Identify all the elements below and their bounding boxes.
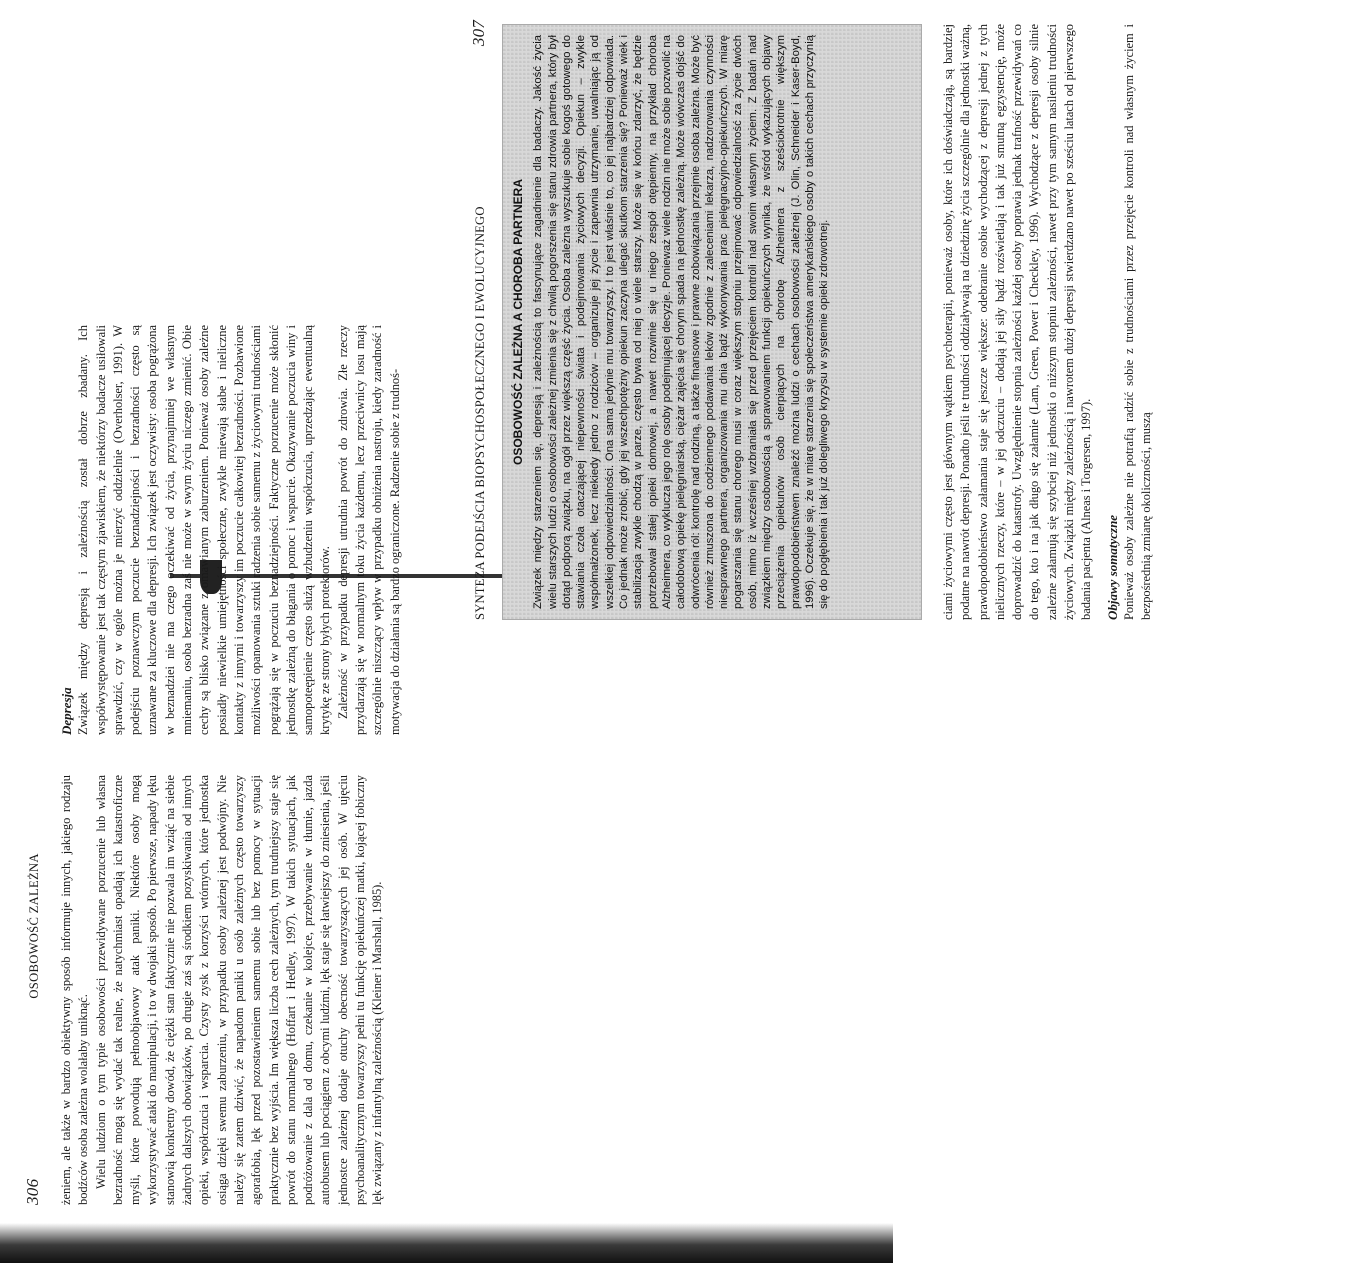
section-title-depresja: Depresja: [59, 687, 74, 735]
left-paragraph-2: Wielu ludziom o tym typie osobowości przewidywane porzucenie lub własna bezradność mogą się wydać tak realne, że natychmiast opadają ich katastroficzne myśli, które powodują pełnoobjawowy atak paniki. Niektóre osoby mogą wykorzystywać ataki do manipulacji, i to w dwojaki sposób. Po pierwsze, napady lęku stanowią konkretny dowód, że ciężki stan faktycznie nie pozwala im wziąć na siebie żadnych dalszych obowiązków, po drugie zaś są środkiem pozyskiwania od innych opieki, współczucia i wsparcia. Czysty zysk z korzyści wtórnych, które jednostka osiąga dzięki swemu zaburzeniu, w przypadku osoby zależnej jest podwójny. Nie należy się zatem dziwić, że napadom paniki u osób zależnych często towarzyszy agorafobia, lęk przed pozostawieniem samemu sobie lub bez pomocy w sytuacji praktycznie bez wyjścia. Im większa liczba cech zależnych, tym trudniejszy staje się powrót do stanu normalnego (Hoffart i Hedley, 1997). W takich sytuacjach, jak podróżowanie z dala od domu, czekanie w kolejce, przebywanie w tłumie, jazda autobusem lub pociągiem z obcymi ludźmi, lęk staje się łatwiejszy do zniesienia, jeśli jednostce zależnej dodaje otuchy obecność towarzyszących jej osób. W ujęciu psychoanalitycznym towarzyszy pełni tu funkcję opiekuńczej matki, kojącej fobiczny lęk związany z infantylną zależnością (Kleiner i Marshall, 1985).: [93, 775, 385, 1205]
section-title-objawy: Objawy somatyczne: [1104, 514, 1120, 620]
right-paragraph-1: ciami życiowymi często jest głównym wątkiem psychoterapii, ponieważ osoby, które ich doświadczają, są bardziej podatne na nawrót depresji. Ponadto jeśli te trudności oddziaływają na dziedzinę życia szczególnie dla jednostki ważną, prawdopodobieństwo załamania staje się jeszcze większe: odebranie osobie wychodzącej z depresji jednej z tych nielicznych rzeczy, które – w jej odczuciu – dodają jej siły bądź rozświetlają i tak już smutną egzystencję, może doprowadzić do katastrofy. Uwzględnienie stopnia zależności każdej osoby poprawia jednak trafność przewidywań co do tego, kto i na jak długo się załamie (Lam, Green, Power i Checkley, 1996). Wychodzące z depresji osoby silnie zależne załamują się szybciej niż jednostki o niższym stopniu zależności, nawet przy tym samym nasileniu trudności życiowych. Związki między zależnością i nawrotem dużej depresji stwierdzano nawet po sześciu latach od pierwszego badania pacjenta (Alneas i Torgersen, 1997).: [941, 24, 1094, 620]
sidebar-box-text: Związek między starzeniem się, depresją i zależnością to fascynujące zagadnienie dla badaczy. Jakość życia wielu starszych ludzi o osobowości zależnej zmienia się z chwilą pogorszenia się stanu zdrowia partnera, który był dotąd podporą związku, na ogół przez większą część życia. Osoba zależna wyszukuje sobie kogoś gotowego do stawiania czoła otaczającej niepewności świata i podejmowania życiowych decyzji. Opiekun – zwykle współmałżonek, lecz niekiedy jedno z rodziców – organizuje jej życie i zapewnia utrzymanie, uwalniając ją od wszelkiej odpowiedzialności. Ona sama jedynie mu towarzyszy. I to jest właśnie to, co jej najbardziej odpowiada. Co jednak może zrobić, gdy jej wszechpotężny opiekun zaczyna ulegać skutkom starzenia się? Ponieważ wiek i stabilizacja zwykle chodzą w parze, często bywa od niej o wiele starszy. Może się w końcu zdarzyć, że będzie potrzebował stałej opieki domowej, a nawet rozwinie się u niego zespół otępienny, na przykład choroba Alzheimera, co wyklucza jego rolę osoby podejmującej decyzje. Ponieważ wiele rodzin nie może sobie pozwolić na całodobową opiekę pielęgniarską, ciężar zajęcia się chorym spada na jednostkę zależną. Może wówczas dojść do odwrócenia ról: kontrolę nad rodziną, a także finansowe i prawne zobowiązania przejmie osoba zależna. Może być również zmuszona do codziennego podawania leków zgodnie z zaleceniami lekarza, nadzorowania czynności niesprawnego partnera, organizowania mu dnia bądź wykonywania prac pielęgnacyjno-opiekuńczych. W miarę pogarszania się stanu chorego musi w coraz większym stopniu przejmować odpowiedzialność za życie dwóch osób, mimo iż wcześniej wzbraniała się przed przejęciem kontroli nad swoim własnym życiem. Z badań nad związkiem między osobowością a sprawowaniem funkcji opiekuńczych wynika, że wśród wykazujących objawy przeciążenia opiekunów osób cierpiących na chorobę Alzheimera z sześciokrotnie większym prawdopodobieństwem znaleźć można ludzi o cechach osobowości zależnej (J. Olin, Schneider i Kaser-Boyd, 1996). Oczekuje się, że w miarę starzenia się społeczeństwa amerykańskiego osoby o takich cechach przyczynią się do pogłębienia i tak już dolegliwego kryzysu w systemie opieki zdrowotnej.: [532, 35, 831, 609]
left-running-head: OSOBOWOŚĆ ZALEŻNA: [27, 853, 41, 999]
right-page-header: [470, 20, 498, 620]
right-running-head: SYNTEZA PODEJŚCIA BIOPSYCHOSPOŁECZNEGO I EWOLUCYJNEGO: [473, 206, 487, 620]
left-page-number: 306: [23, 1178, 42, 1205]
left-paragraph-1: żeniem, ale także w bardzo obiektywny sposób informuje innych, jakiego rodzaju bodźców osoba zależna wolałaby uniknąć.: [59, 775, 91, 1205]
left-paragraph-4: Zależność w przypadku depresji utrudnia powrót do zdrowia. Złe rzeczy przydarzają się w normalnym toku życia każdemu, lecz przeciwnicy losu mają szczególnie niszczący wpływ w przypadku obniżenia nastroju, kiedy zaradność i motywacja do działania są bardzo ograniczone. Radzenie sobie z trudnoś-: [335, 325, 402, 735]
left-paragraph-3: Związek między depresją i zależnością został dobrze zbadany. Ich współwystępowanie jest tak częstym zjawiskiem, że niektórzy badacze usiłowali sprawdzić, czy w ogóle można je mierzyć oddzielnie (Overholser, 1991). W podejściu poznawczym poczucie beznadziejności i bezradności często są uznawane za kluczowe dla depresji. Ich związek jest oczywisty: osoba pogrążona w beznadziei nie ma czego oczekiwać od życia, przynajmniej we własnym mniemaniu, osoba bezradna zaś nie może w swym życiu niczego zmienić. Obie cechy są blisko związane z omawianym zaburzeniem. Ponieważ osoby zależne posiadły niewielkie umiejętności społeczne, zwykle miewają słabe i nieliczne kontakty z innymi i towarzyszy im poczucie całkowitej bezradności. Pozbawione możliwości opanowania sztuki radzenia sobie samemu z życiowymi trudnościami pogrążają się w poczuciu beznadziejności. Faktyczne porzucenie może skłonić jednostkę zależną do błagania o pomoc i wsparcie. Okazywanie poczucia winy i samopoteępienie często służą wzbudzeniu współczucia, uprzedzając ewentualną krytykę ze strony byłych protektorów.: [76, 325, 333, 735]
scan-edge-shadow: [0, 1223, 893, 1263]
left-text-block: [58, 775, 387, 1205]
left-page-header: [24, 665, 52, 1205]
right-text-block: [940, 24, 1156, 620]
sidebar-box-title: OSOBOWOŚĆ ZALEŻNA A CHOROBA PARTNERA: [511, 179, 525, 465]
right-page: [470, 20, 1350, 620]
sidebar-box: [502, 24, 922, 620]
right-page-number: 307: [469, 20, 488, 47]
right-paragraph-2: Ponieważ osoby zależne nie potrafią radzić sobie z trudnościami przez przejęcie kontroli nad własnym życiem i bezpośrednią zmianę okoliczności, muszą: [1121, 24, 1154, 620]
left-text-block-2: [58, 325, 404, 735]
